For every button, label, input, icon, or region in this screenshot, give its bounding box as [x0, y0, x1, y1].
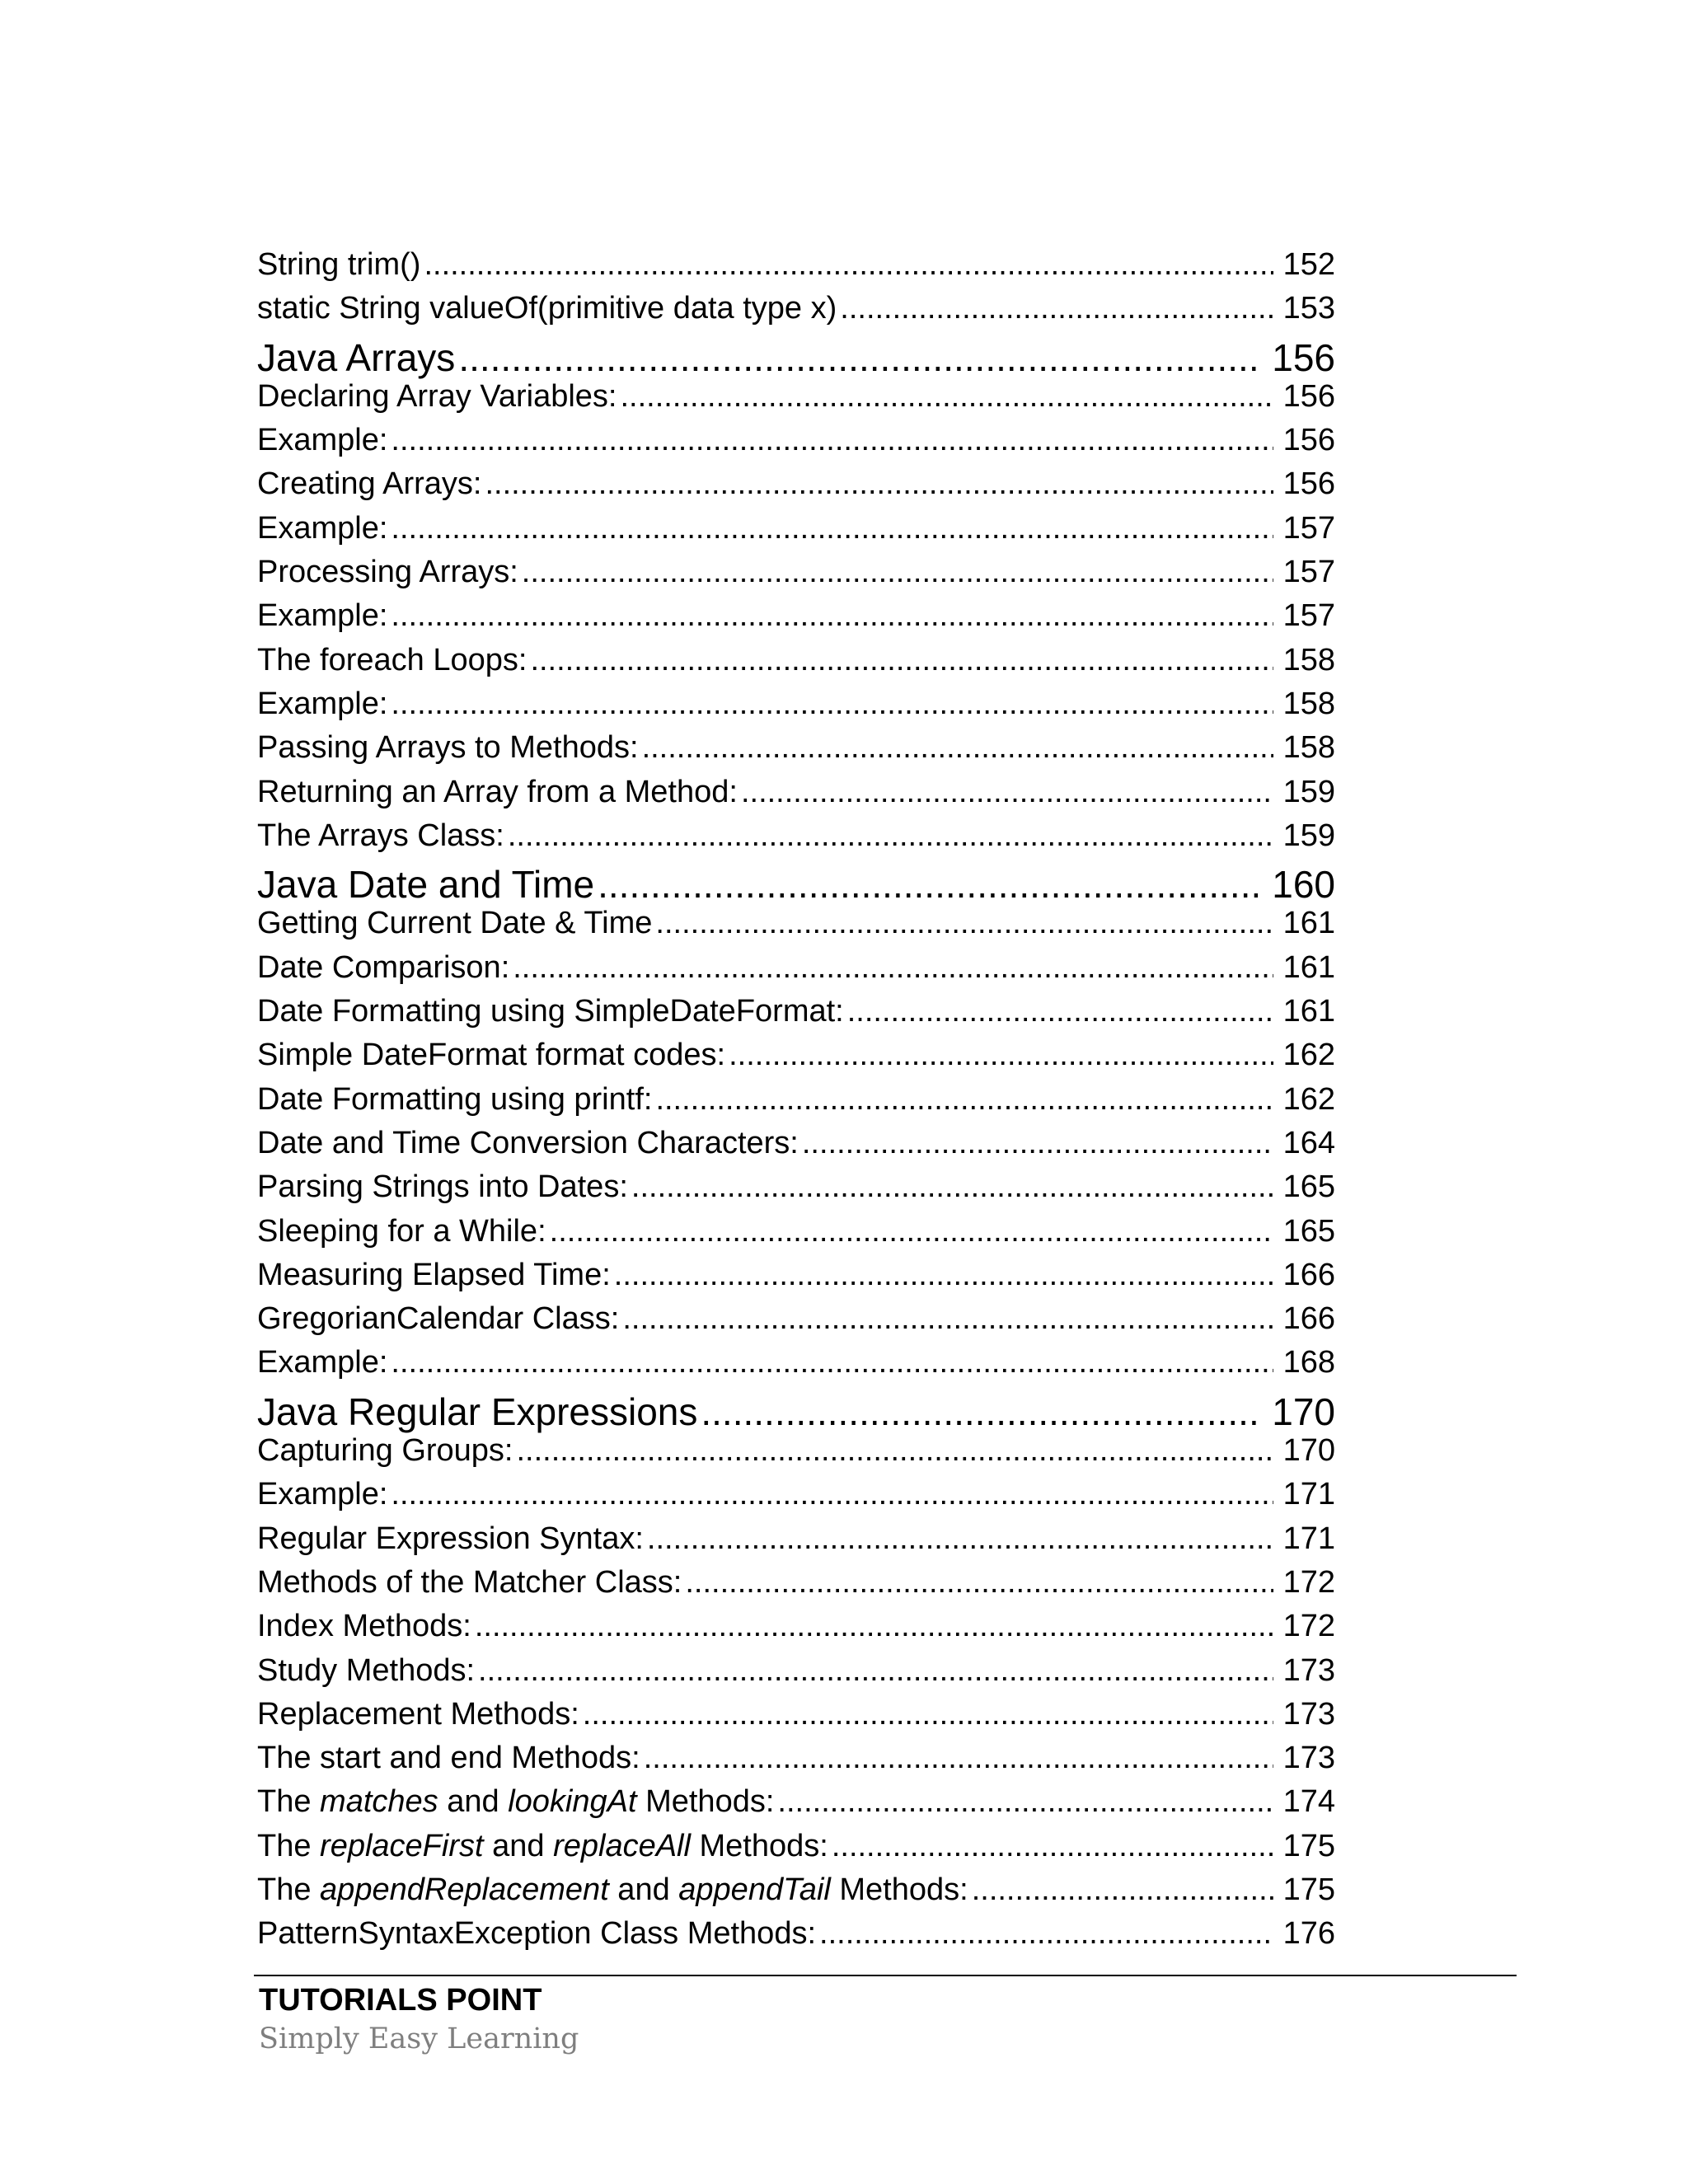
toc-entry-title-part: The [257, 1828, 321, 1863]
toc-dot-leader [485, 466, 1273, 502]
toc-section-entry[interactable] [257, 511, 1335, 555]
toc-page-number: 168 [1282, 1345, 1335, 1380]
toc-entry-title [257, 994, 847, 1029]
toc-page-number: 156 [1272, 335, 1335, 379]
toc-entry-title [257, 906, 655, 941]
toc-entry-title-part: Date Formatting using SimpleDateFormat: [257, 994, 844, 1029]
toc-entry-title [257, 1433, 517, 1469]
toc-section-entry[interactable] [257, 555, 1335, 598]
toc-entry-title-part: Example: [257, 686, 388, 721]
toc-entry-title-italic-part: lookingAt [508, 1784, 637, 1820]
toc-chapter-entry[interactable] [257, 862, 1335, 906]
toc-dot-leader [832, 1829, 1273, 1864]
toc-entry-title [257, 335, 458, 379]
toc-entry-title-part: Example: [257, 423, 388, 458]
table-of-contents [257, 247, 1335, 1961]
toc-entry-title-part: Date and Time Conversion Characters: [257, 1125, 799, 1160]
toc-section-entry[interactable] [257, 1038, 1335, 1081]
toc-entry-title-part: Methods: [830, 1872, 968, 1907]
toc-entry-title-part: PatternSyntaxException Class Methods: [257, 1916, 817, 1952]
toc-page-number: 153 [1282, 291, 1335, 326]
toc-page-number: 165 [1282, 1213, 1335, 1249]
toc-entry-title-part: The [257, 1872, 321, 1907]
toc-section-entry[interactable] [257, 906, 1335, 949]
toc-entry-title [257, 1345, 391, 1380]
toc-page-number: 171 [1282, 1521, 1335, 1556]
toc-page-number: 159 [1282, 818, 1335, 853]
toc-dot-leader [655, 1082, 1273, 1118]
toc-section-entry[interactable] [257, 687, 1335, 730]
toc-entry-title-part: Getting Current Date & Time [257, 906, 653, 941]
toc-entry-title-part: Java Regular Expressions [257, 1390, 698, 1433]
toc-entry-title-italic-part: matches [320, 1784, 438, 1820]
toc-section-entry[interactable] [257, 1565, 1335, 1609]
toc-section-entry[interactable] [257, 466, 1335, 510]
toc-entry-title-part: Replacement Methods: [257, 1696, 579, 1732]
toc-page-number: 161 [1282, 906, 1335, 941]
toc-page-number: 159 [1282, 774, 1335, 809]
toc-section-entry[interactable] [257, 1169, 1335, 1213]
toc-entry-title-part: Methods of the Matcher Class: [257, 1564, 682, 1600]
toc-entry-title [257, 1916, 819, 1952]
toc-dot-leader [647, 1521, 1273, 1557]
toc-entry-title [257, 598, 391, 634]
toc-entry-title [257, 1390, 701, 1433]
toc-page-number: 166 [1282, 1301, 1335, 1337]
toc-entry-title-part: Capturing Groups: [257, 1433, 513, 1469]
toc-section-entry[interactable] [257, 1916, 1335, 1960]
toc-entry-title-part: and [483, 1828, 554, 1863]
toc-entry-title-part: The [257, 1784, 321, 1820]
toc-dot-leader [729, 1038, 1273, 1073]
toc-page-number: 152 [1282, 247, 1335, 282]
toc-dot-leader [391, 598, 1273, 634]
toc-entry-title [257, 950, 513, 986]
toc-entry-title-italic-part: appendTail [678, 1872, 831, 1907]
toc-entry-title-italic-part: replaceAll [553, 1828, 691, 1863]
toc-entry-title-part: GregorianCalendar Class: [257, 1301, 620, 1337]
toc-section-entry[interactable] [257, 1301, 1335, 1345]
footer-tagline: Simply Easy Learning [259, 2022, 579, 2055]
toc-chapter-entry[interactable] [257, 1390, 1335, 1433]
toc-entry-title-part: Date Formatting using printf: [257, 1081, 653, 1117]
toc-entry-title-part: Regular Expression Syntax: [257, 1521, 644, 1556]
toc-dot-leader [530, 643, 1273, 678]
toc-dot-leader [614, 1258, 1273, 1293]
toc-entry-title-part: Example: [257, 510, 388, 546]
toc-dot-leader [458, 335, 1262, 379]
toc-entry-title-part: Index Methods: [257, 1609, 471, 1644]
toc-page-number: 156 [1282, 423, 1335, 458]
toc-dot-leader [424, 247, 1273, 283]
toc-page-number: 156 [1282, 466, 1335, 502]
toc-dot-leader [475, 1609, 1273, 1644]
footer-divider [254, 1975, 1517, 1976]
toc-page-number: 165 [1282, 1169, 1335, 1205]
toc-dot-leader [478, 1653, 1273, 1689]
toc-section-entry[interactable] [257, 994, 1335, 1038]
toc-entry-title [257, 555, 522, 590]
toc-entry-title [257, 1653, 478, 1689]
toc-section-entry[interactable] [257, 1082, 1335, 1126]
toc-section-entry[interactable] [257, 1214, 1335, 1258]
toc-entry-title-part: Date Comparison: [257, 949, 510, 985]
toc-dot-leader [522, 555, 1273, 590]
toc-page-number: 157 [1282, 510, 1335, 546]
toc-dot-leader [644, 1741, 1273, 1776]
toc-entry-title [257, 1301, 622, 1337]
toc-page-number: 156 [1282, 378, 1335, 414]
toc-entry-title-part: and [608, 1872, 679, 1907]
toc-page-number: 158 [1282, 730, 1335, 766]
toc-entry-title [257, 1565, 685, 1601]
toc-entry-title-part: Example: [257, 598, 388, 634]
toc-dot-leader [391, 423, 1273, 458]
toc-section-entry[interactable] [257, 598, 1335, 642]
toc-entry-title [257, 1258, 614, 1293]
toc-dot-leader [622, 1301, 1273, 1337]
toc-section-entry[interactable] [257, 1345, 1335, 1389]
toc-page-number: 161 [1282, 994, 1335, 1029]
toc-page-number: 170 [1272, 1390, 1335, 1433]
toc-page-number: 175 [1282, 1872, 1335, 1907]
toc-section-entry[interactable] [257, 1258, 1335, 1301]
toc-dot-leader [391, 511, 1273, 546]
toc-page-number: 160 [1272, 863, 1335, 907]
toc-dot-leader [847, 994, 1273, 1029]
toc-entry-title-part: Study Methods: [257, 1652, 476, 1688]
toc-entry-title [257, 730, 642, 766]
toc-page-number: 172 [1282, 1564, 1335, 1600]
toc-entry-title [257, 818, 508, 854]
toc-chapter-entry[interactable] [257, 335, 1335, 379]
toc-entry-title [257, 1126, 802, 1161]
toc-page-number: 161 [1282, 949, 1335, 985]
toc-dot-leader [972, 1872, 1273, 1908]
toc-entry-title [257, 1872, 972, 1908]
toc-entry-title-part: Processing Arrays: [257, 555, 518, 590]
toc-dot-leader [819, 1916, 1273, 1952]
toc-entry-title [257, 1082, 655, 1118]
toc-entry-title-part: Measuring Elapsed Time: [257, 1257, 611, 1292]
toc-entry-title [257, 1784, 777, 1820]
toc-section-entry[interactable] [257, 1872, 1335, 1916]
toc-page-number: 173 [1282, 1696, 1335, 1732]
toc-entry-title-part: Declaring Array Variables: [257, 378, 617, 414]
toc-entry-title [257, 643, 530, 678]
toc-entry-title-part: Simple DateFormat format codes: [257, 1038, 726, 1073]
toc-section-entry[interactable] [257, 730, 1335, 774]
toc-entry-title [257, 423, 391, 458]
toc-section-entry[interactable] [257, 1521, 1335, 1565]
toc-section-entry[interactable] [257, 247, 1335, 291]
toc-section-entry[interactable] [257, 423, 1335, 466]
toc-section-entry[interactable] [257, 1433, 1335, 1477]
toc-entry-title-part: Example: [257, 1345, 388, 1380]
toc-page-number: 164 [1282, 1125, 1335, 1160]
footer-brand: TUTORIALS POINT [259, 1983, 542, 2018]
toc-entry-title-part: and [438, 1784, 509, 1820]
toc-section-entry[interactable] [257, 1477, 1335, 1521]
toc-section-entry[interactable] [257, 1609, 1335, 1652]
toc-entry-title-part: Java Arrays [257, 335, 456, 379]
toc-dot-leader [391, 1345, 1273, 1380]
toc-dot-leader [620, 379, 1273, 415]
toc-page-number: 173 [1282, 1652, 1335, 1688]
toc-entry-title [257, 511, 391, 546]
toc-dot-leader [802, 1126, 1273, 1161]
toc-dot-leader [583, 1697, 1273, 1732]
toc-page-number: 174 [1282, 1784, 1335, 1820]
toc-entry-title [257, 1214, 550, 1249]
toc-dot-leader [550, 1214, 1273, 1249]
toc-entry-title [257, 1038, 729, 1073]
toc-dot-leader [655, 906, 1273, 941]
toc-entry-title [257, 1741, 644, 1776]
toc-section-entry[interactable] [257, 1653, 1335, 1697]
toc-entry-title [257, 1521, 647, 1557]
toc-section-entry[interactable] [257, 1829, 1335, 1872]
toc-page-number: 158 [1282, 642, 1335, 677]
toc-page-number: 175 [1282, 1828, 1335, 1863]
toc-entry-title [257, 466, 485, 502]
toc-entry-title [257, 1829, 832, 1864]
toc-section-entry[interactable] [257, 1741, 1335, 1784]
toc-dot-leader [642, 730, 1273, 766]
toc-dot-leader [701, 1390, 1262, 1433]
toc-page-number: 162 [1282, 1038, 1335, 1073]
toc-page-number: 171 [1282, 1477, 1335, 1512]
toc-entry-title [257, 687, 391, 722]
toc-entry-title-part: Passing Arrays to Methods: [257, 730, 639, 766]
toc-dot-leader [685, 1565, 1273, 1601]
toc-section-entry[interactable] [257, 1126, 1335, 1169]
toc-entry-title-part: Methods: [690, 1828, 828, 1863]
toc-section-entry[interactable] [257, 643, 1335, 687]
toc-dot-leader [598, 862, 1262, 906]
toc-page-number: 176 [1282, 1916, 1335, 1952]
toc-entry-title-part: String trim() [257, 247, 421, 282]
toc-section-entry[interactable] [257, 775, 1335, 818]
toc-entry-title [257, 775, 741, 810]
toc-section-entry[interactable] [257, 1697, 1335, 1741]
toc-page-number: 166 [1282, 1257, 1335, 1292]
toc-section-entry[interactable] [257, 1784, 1335, 1828]
toc-entry-title-italic-part: appendReplacement [320, 1872, 609, 1907]
toc-dot-leader [391, 1477, 1273, 1512]
toc-entry-title-part: Example: [257, 1477, 388, 1512]
toc-entry-title-part: The Arrays Class: [257, 818, 504, 853]
toc-page-number: 170 [1282, 1433, 1335, 1469]
toc-dot-leader [508, 818, 1273, 854]
toc-entry-title [257, 379, 620, 415]
toc-dot-leader [840, 291, 1273, 326]
toc-dot-leader [631, 1169, 1273, 1205]
toc-entry-title-part: Creating Arrays: [257, 466, 482, 502]
toc-entry-title [257, 1477, 391, 1512]
toc-section-entry[interactable] [257, 379, 1335, 423]
toc-page-number: 172 [1282, 1609, 1335, 1644]
toc-dot-leader [517, 1433, 1273, 1469]
toc-dot-leader [391, 687, 1273, 722]
toc-entry-title-part: The foreach Loops: [257, 642, 528, 677]
toc-dot-leader [777, 1784, 1273, 1820]
toc-entry-title [257, 1609, 475, 1644]
toc-entry-title-part: The start and end Methods: [257, 1741, 640, 1776]
toc-entry-title-part: static String valueOf(primitive data type x) [257, 291, 837, 326]
toc-page-number: 162 [1282, 1081, 1335, 1117]
toc-entry-title [257, 291, 840, 326]
toc-page-number: 157 [1282, 555, 1335, 590]
toc-entry-title-part: Methods: [636, 1784, 775, 1820]
toc-entry-title [257, 1169, 631, 1205]
toc-entry-title [257, 862, 598, 906]
toc-entry-title-part: Returning an Array from a Method: [257, 774, 738, 809]
toc-section-entry[interactable] [257, 818, 1335, 862]
toc-entry-title [257, 247, 424, 283]
toc-dot-leader [741, 775, 1273, 810]
toc-entry-title-part: Java Date and Time [257, 863, 595, 907]
toc-section-entry[interactable] [257, 291, 1335, 335]
toc-page-number: 157 [1282, 598, 1335, 634]
toc-entry-title-part: Parsing Strings into Dates: [257, 1169, 628, 1205]
toc-entry-title [257, 1697, 583, 1732]
toc-entry-title-part: Sleeping for a While: [257, 1213, 546, 1249]
toc-section-entry[interactable] [257, 950, 1335, 994]
toc-page-number: 158 [1282, 686, 1335, 721]
toc-entry-title-italic-part: replaceFirst [320, 1828, 484, 1863]
toc-dot-leader [513, 950, 1273, 986]
toc-page-number: 173 [1282, 1741, 1335, 1776]
